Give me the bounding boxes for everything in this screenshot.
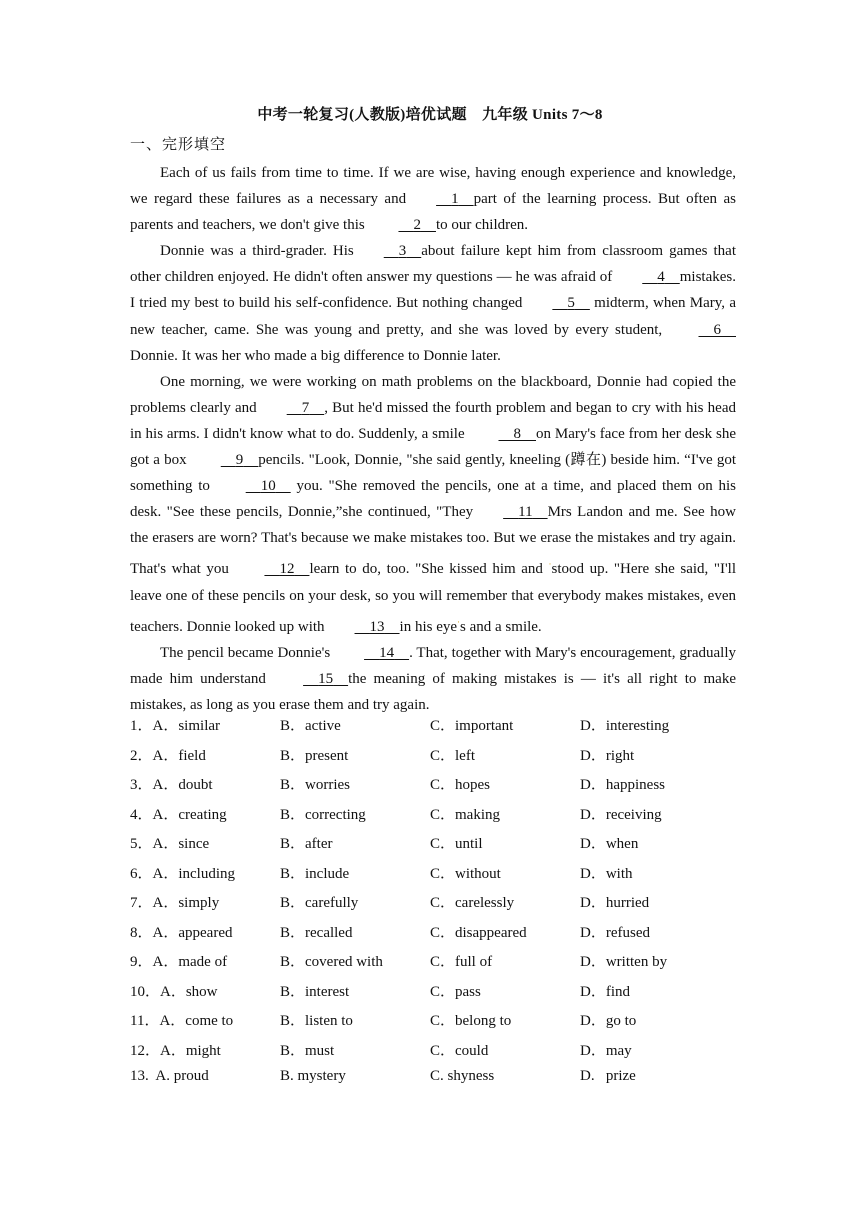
option-text: C．hopes: [430, 777, 491, 793]
option-b: [280, 921, 352, 942]
option-text: C．without: [430, 865, 501, 882]
option-d: [580, 803, 662, 824]
option-text: B. mystery: [280, 1068, 346, 1084]
option-b: [280, 862, 349, 883]
question-row: [130, 1009, 730, 1039]
option-text: D．may: [580, 1042, 632, 1059]
passage-text: . That, together with Mary's encouragement, gradually made him understand: [130, 644, 737, 687]
option-text: B．include: [280, 865, 350, 882]
passage-text: mistakes. I tried my best to build his self-confidence. But nothing changed: [130, 269, 736, 312]
question-row: [130, 1039, 730, 1069]
option-text: C．full of: [430, 954, 493, 970]
option-d: [580, 744, 634, 765]
question-number: 10．: [130, 983, 161, 1000]
option-text: D．happiness: [580, 777, 665, 793]
passage-text: on Mary's face from her desk she got a box: [130, 425, 736, 469]
passage-text: Each of us fails from time to time. If we are wise, having enough experience and knowledge, we regard these failures as a necessary and: [130, 165, 736, 208]
question-number: 9．: [130, 954, 153, 970]
option-d: [580, 714, 669, 735]
option-d: [580, 1068, 636, 1085]
option-a: [130, 714, 220, 735]
passage-text: stood up. "Here she said, "I'll leave one of these pencils on your desk, so you will remember that everybody makes mistakes, even teachers. Donnie looked up with: [130, 561, 737, 635]
passage-text: pencils. "Look, Donnie, "she said gently, kneeling (蹲在) beside him. “I've got something to: [130, 452, 736, 495]
option-text: B．after: [280, 836, 333, 852]
option-d: [580, 950, 667, 971]
question-row: [130, 773, 730, 803]
option-text: C．until: [430, 836, 483, 852]
option-c: [430, 832, 483, 853]
option-text: A．come to: [159, 1013, 234, 1029]
stray-mark: ·: [457, 616, 461, 627]
option-text: D．hurried: [580, 895, 650, 911]
question-number: 12．: [130, 1042, 161, 1059]
blank-1: 1: [451, 191, 459, 208]
option-text: C．pass: [430, 983, 481, 1000]
option-b: [280, 980, 349, 1001]
option-text: A．might: [160, 1042, 221, 1059]
blank-12: 12: [279, 561, 295, 578]
option-c: [430, 714, 513, 735]
option-a: [130, 1039, 221, 1060]
passage-text: you. "She removed the pencils, one at a time, and placed them on his desk. "See these pencils, Donnie,”she continued, "They: [130, 478, 737, 521]
blank-10: 10: [260, 478, 276, 495]
option-text: A．creating: [152, 806, 227, 823]
blank-4: 4: [657, 269, 665, 286]
question-row: [130, 980, 730, 1010]
option-text: C．belong to: [430, 1013, 512, 1029]
option-d: [580, 980, 630, 1001]
option-text: A．simply: [152, 895, 220, 911]
option-text: A．field: [152, 747, 206, 764]
question-row: [130, 891, 730, 921]
option-text: B．must: [280, 1042, 335, 1059]
option-c: [430, 1068, 494, 1085]
passage-text: , But he'd missed the fourth problem and began to cry with his head in his arms. I didn't know what to do. Suddenly, a smile: [130, 399, 736, 442]
blank-13: 13: [369, 618, 385, 635]
option-a: [130, 744, 206, 765]
option-text: C．disappeared: [430, 924, 527, 941]
option-d: [580, 921, 650, 942]
option-b: [280, 950, 383, 971]
option-d: [580, 1009, 636, 1030]
option-text: D．written by: [580, 954, 668, 970]
option-b: [280, 803, 366, 824]
section-heading: 一、完形填空: [130, 135, 227, 153]
option-text: D．with: [580, 865, 633, 882]
question-number: 7．: [130, 895, 153, 911]
blank-3: 3: [398, 243, 407, 260]
passage-text: part of the learning process. But often as parents and teachers, we don't give this: [130, 191, 736, 234]
option-text: D. prize: [580, 1068, 636, 1084]
option-c: [430, 803, 500, 824]
question-row: [130, 744, 730, 774]
question-number: 1．: [130, 718, 153, 734]
option-text: C．could: [430, 1042, 489, 1059]
blank-9: 9: [235, 452, 244, 469]
option-c: [430, 773, 490, 794]
passage-paragraph: [130, 369, 736, 640]
option-a: [130, 773, 213, 794]
passage-text: in his eye: [399, 618, 458, 635]
passage-text: to our children.: [435, 217, 529, 234]
blank-2: 2: [413, 217, 421, 234]
option-text: B．worries: [280, 777, 350, 793]
blank-15: 15: [318, 670, 334, 687]
cloze-passage: [130, 160, 736, 718]
option-b: [280, 714, 341, 735]
option-a: [130, 1009, 233, 1030]
passage-text: Donnie was a third-grader. His: [160, 243, 354, 260]
question-row: [130, 1068, 730, 1098]
option-c: [430, 980, 481, 1001]
option-text: B．listen to: [280, 1013, 353, 1029]
option-text: B．active: [280, 718, 341, 734]
passage-text: s and a smile.: [460, 618, 542, 635]
option-text: A. proud: [148, 1068, 209, 1084]
question-number: 8．: [130, 924, 153, 941]
blank-14: 14: [379, 644, 395, 661]
option-c: [430, 744, 475, 765]
option-b: [280, 773, 350, 794]
option-text: D．when: [580, 836, 639, 852]
question-number: 2．: [130, 747, 153, 764]
question-number: 13.: [130, 1068, 149, 1084]
page-title: 中考一轮复习(人教版)培优试题 九年级 Units 7～8: [257, 107, 603, 123]
passage-text: midterm, when Mary, a new teacher, came. She was young and pretty, and she was loved by every student,: [130, 295, 736, 338]
passage-paragraph: [130, 640, 736, 718]
passage-text: The pencil became Donnie's: [160, 644, 335, 661]
option-text: B．carefully: [280, 895, 359, 911]
option-b: [280, 891, 358, 912]
option-a: [130, 1068, 209, 1085]
option-d: [580, 891, 649, 912]
option-text: D．right: [580, 747, 635, 764]
option-text: D．find: [580, 983, 630, 1000]
question-number: 11．: [130, 1013, 160, 1029]
option-c: [430, 891, 514, 912]
option-text: A．made of: [152, 954, 228, 970]
option-text: B．interest: [280, 983, 350, 1000]
blank-6: 6: [713, 321, 721, 338]
option-text: C．making: [430, 806, 500, 823]
option-text: A．doubt: [152, 777, 213, 793]
question-number: 5．: [130, 836, 153, 852]
option-a: [130, 803, 227, 824]
option-text: A．show: [160, 983, 218, 1000]
passage-text: One morning, we were working on math problems on the blackboard, Donnie had copied the problems clearly and: [130, 373, 736, 416]
option-b: [280, 744, 348, 765]
option-c: [430, 950, 492, 971]
option-b: [280, 1068, 346, 1085]
passage-paragraph: [130, 160, 736, 238]
option-text: D．refused: [580, 924, 650, 941]
option-text: C．carelessly: [430, 895, 515, 911]
option-text: A．similar: [152, 718, 221, 734]
question-row: [130, 950, 730, 980]
option-c: [430, 862, 501, 883]
question-number: 6．: [130, 865, 153, 882]
option-c: [430, 1009, 511, 1030]
passage-paragraph: [130, 238, 736, 368]
question-row: [130, 803, 730, 833]
option-text: D．go to: [580, 1013, 637, 1029]
option-text: B．covered with: [280, 954, 383, 970]
question-number: 3．: [130, 777, 153, 793]
option-a: [130, 921, 232, 942]
option-text: B．recalled: [280, 924, 353, 941]
question-row: [130, 862, 730, 892]
passage-text: the meaning of making mistakes is — it's all right to make mistakes, as long as you erase them and try again.: [130, 670, 736, 713]
question-row: [130, 921, 730, 951]
option-text: A．appeared: [152, 924, 233, 941]
option-a: [130, 980, 218, 1001]
option-a: [130, 832, 209, 853]
blank-8: 8: [513, 425, 521, 442]
option-b: [280, 1009, 353, 1030]
option-d: [580, 1039, 632, 1060]
question-options: [130, 714, 730, 1098]
blank-11: 11: [518, 504, 533, 521]
passage-text: Donnie. It was her who made a big difference to Donnie later.: [130, 347, 501, 364]
option-d: [580, 832, 638, 853]
option-d: [580, 773, 665, 794]
question-row: [130, 714, 730, 744]
option-text: D．receiving: [580, 806, 662, 823]
option-text: D．interesting: [580, 718, 670, 734]
blank-7: 7: [301, 399, 310, 416]
option-a: [130, 891, 219, 912]
question-row: [130, 832, 730, 862]
option-text: B．present: [280, 747, 349, 764]
option-a: [130, 950, 227, 971]
passage-text: about failure kept him from classroom games that other children enjoyed. He didn't often answer my questions — he was afraid of: [130, 243, 736, 286]
passage-text: learn to do, too. "She kissed him and: [309, 561, 549, 578]
option-text: C. shyness: [430, 1068, 495, 1084]
blank-5: 5: [567, 295, 575, 312]
option-c: [430, 1039, 488, 1060]
option-text: B．correcting: [280, 806, 366, 823]
option-d: [580, 862, 633, 883]
option-a: [130, 862, 235, 883]
stray-mark: ·: [548, 559, 552, 570]
question-number: 4．: [130, 806, 153, 823]
option-text: C．important: [430, 718, 514, 734]
option-b: [280, 1039, 334, 1060]
option-text: A．since: [152, 836, 210, 852]
option-text: A．including: [152, 865, 236, 882]
option-c: [430, 921, 527, 942]
option-text: C．left: [430, 747, 475, 764]
option-b: [280, 832, 332, 853]
passage-text: Mrs Landon and me. See how the erasers are worn? That's because we make mistakes too. But we erase the mistakes and try again. That's what you: [130, 504, 736, 578]
